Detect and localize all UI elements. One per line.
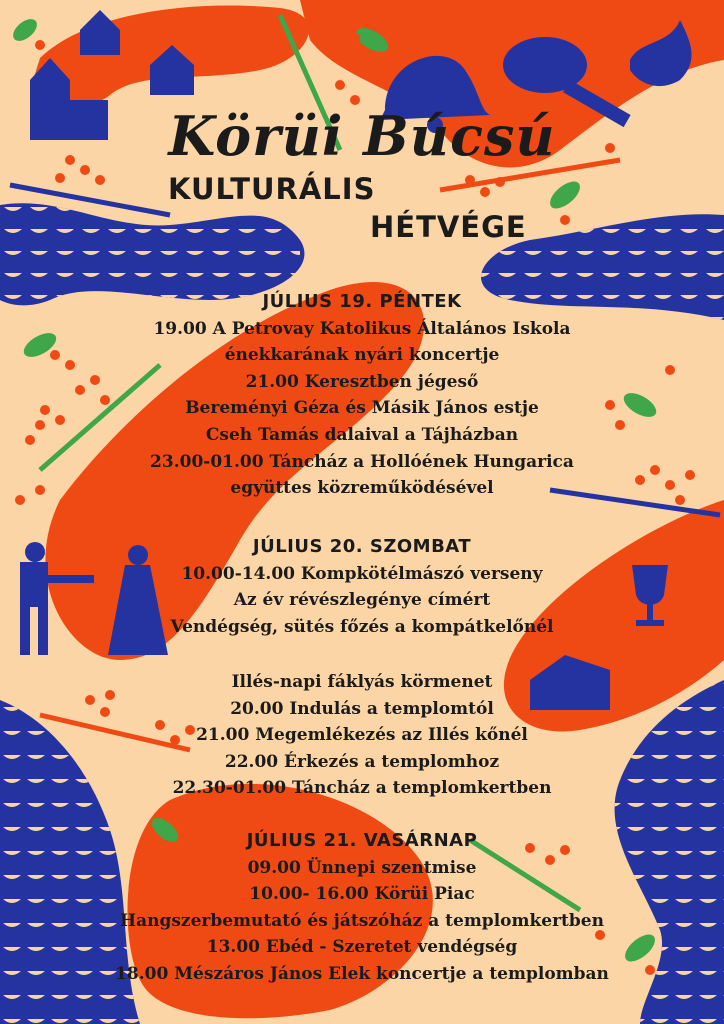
program-line: 19.00 A Petrovay Katolikus Általános Iskola <box>153 318 571 339</box>
program-line: 09.00 Ünnepi szentmise <box>247 857 477 878</box>
program-friday <box>40 289 684 502</box>
program-line: 13.00 Ebéd - Szeretet vendégség <box>206 937 518 958</box>
program-line: énekkarának nyári koncertje <box>224 345 500 366</box>
poster-title: Körüi Búcsú <box>168 104 556 168</box>
program-line: együttes közreműködésével <box>230 478 494 499</box>
program-line: 10.00-14.00 Kompkötélmászó verseny <box>181 563 543 584</box>
program-line: 23.00-01.00 Táncház a Hollóének Hungarica <box>150 451 574 472</box>
program-line: Az év révészlegénye címért <box>233 590 491 611</box>
program-line: 10.00- 16.00 Körüi Piac <box>249 884 475 905</box>
poster-subtitle-2: HÉTVÉGE <box>370 210 527 244</box>
poster-subtitle-1: KULTURÁLIS <box>168 172 376 206</box>
program-line: Illés-napi fáklyás körmenet <box>231 672 493 692</box>
program-procession <box>40 669 684 802</box>
day-heading: JÚLIUS 20. SZOMBAT <box>252 536 472 557</box>
program-sunday <box>40 828 684 988</box>
program-line: Cseh Tamás dalaival a Tájházban <box>205 424 519 445</box>
program-line: 21.00 Keresztben jégeső <box>245 371 479 392</box>
program-line: 18.00 Mészáros János Elek koncertje a templomban <box>115 963 609 984</box>
program-line: Hangszerbemutató és játszóház a templomkertben <box>120 910 604 931</box>
program-line: 22.00 Érkezés a templomhoz <box>224 751 500 772</box>
day-heading: JÚLIUS 19. PÉNTEK <box>262 291 462 312</box>
program-line: Bereményi Géza és Másik János estje <box>185 398 539 419</box>
program-line: 22.30-01.00 Táncház a templomkertben <box>172 778 552 799</box>
program-saturday <box>40 534 684 640</box>
program-line: 21.00 Megemlékezés az Illés kőnél <box>196 725 528 746</box>
program-line: Vendégség, sütés főzés a kompátkelőnél <box>170 616 554 637</box>
day-heading: JÚLIUS 21. VASÁRNAP <box>246 830 478 851</box>
program-line: 20.00 Indulás a templomtól <box>230 698 494 719</box>
